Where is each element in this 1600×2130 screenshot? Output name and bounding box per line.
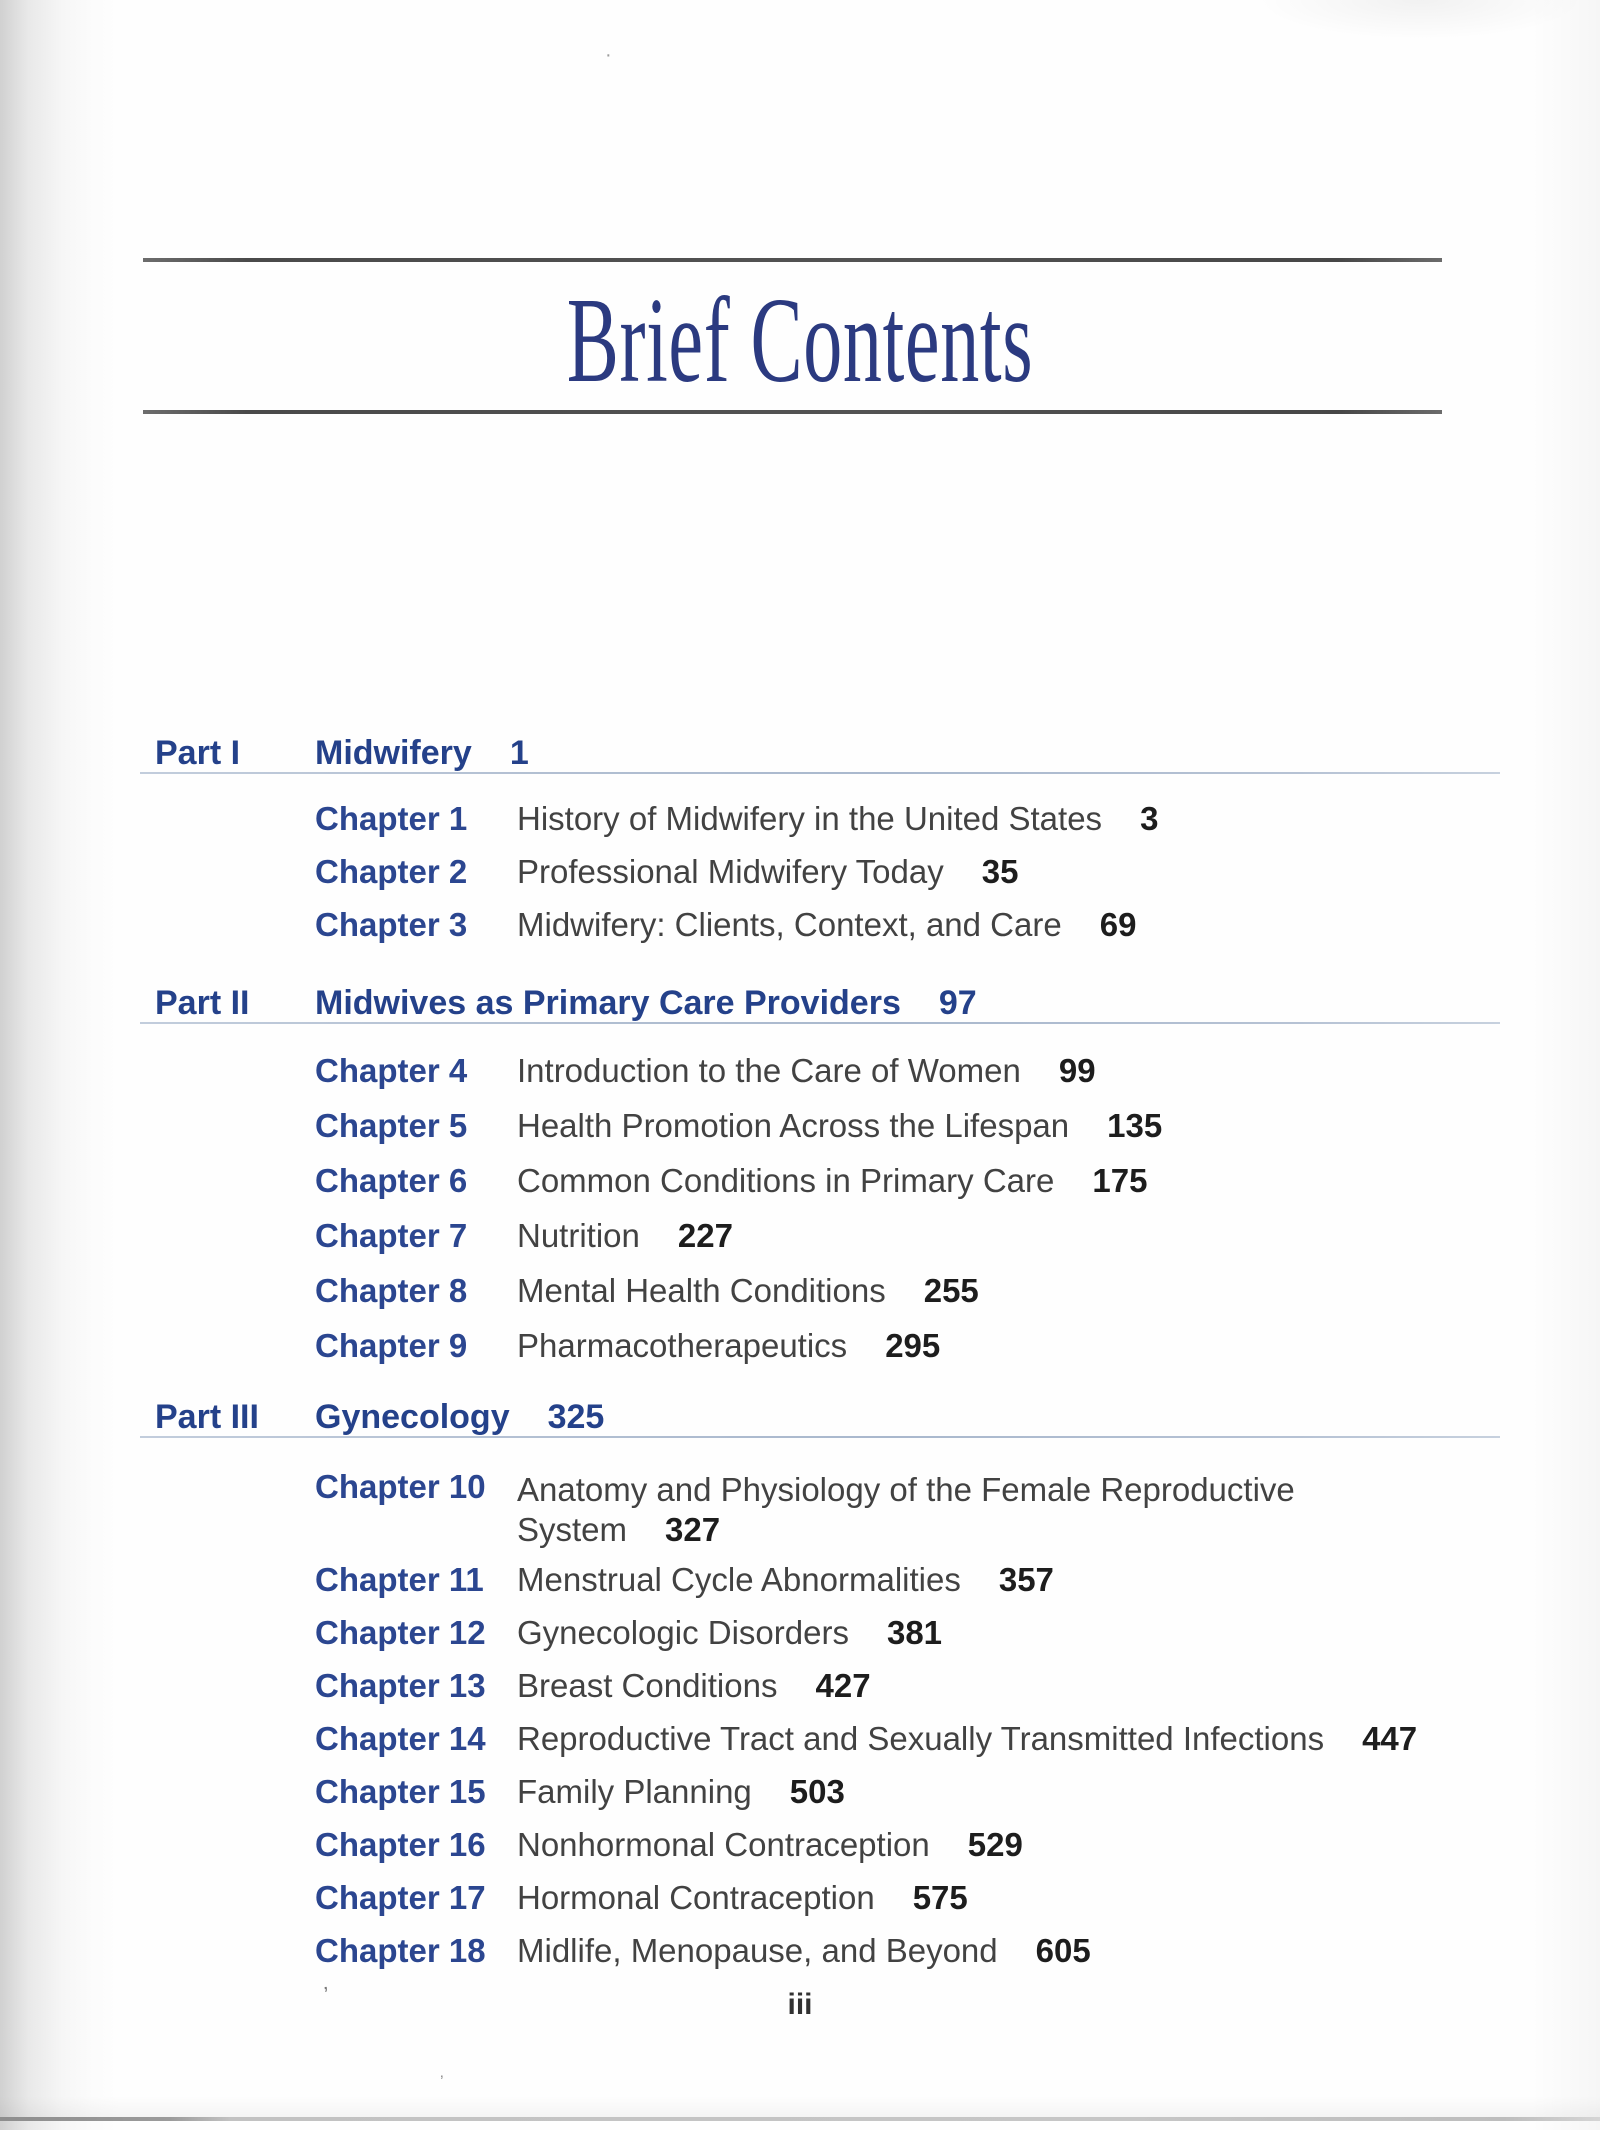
chapter-title: [517, 1563, 1054, 1596]
part-heading: [155, 986, 977, 1020]
chapter-title: [517, 1616, 942, 1649]
chapter-row: [315, 1470, 1417, 1563]
part-title: Gynecology: [315, 1398, 510, 1436]
chapter-page-number: 447: [1362, 1720, 1418, 1757]
chapter-page-number: 175: [1092, 1162, 1148, 1199]
chapter-row: [315, 1616, 1417, 1669]
chapter-title: [517, 1881, 968, 1914]
part-title: Midwives as Primary Care Providers: [315, 984, 901, 1022]
chapter-page-number: 575: [912, 1879, 968, 1916]
chapter-title: [517, 1219, 733, 1252]
part-underline: [140, 1022, 1500, 1024]
scan-artifact: ’: [322, 1981, 331, 2008]
chapter-title-text: History of Midwifery in the United States: [517, 800, 1103, 837]
chapter-label: Chapter 9: [315, 1327, 468, 1364]
chapter-page-number: 357: [998, 1561, 1054, 1598]
chapter-label: Chapter 7: [315, 1217, 468, 1254]
chapter-page-number: 529: [967, 1826, 1023, 1863]
chapter-row: [315, 1722, 1417, 1775]
chapter-list: [315, 1054, 1162, 1384]
chapter-title-text: Nutrition: [517, 1217, 640, 1254]
chapter-title: [517, 1669, 871, 1702]
scan-gutter-shadow: [0, 0, 120, 2130]
chapter-page-number: 427: [815, 1667, 871, 1704]
chapter-title: [517, 1329, 940, 1362]
chapter-title-text: Nonhormonal Contraception: [517, 1826, 930, 1863]
chapter-title-text: Family Planning: [517, 1773, 752, 1810]
chapter-row: [315, 1775, 1417, 1828]
chapter-label: Chapter 8: [315, 1272, 468, 1309]
part-label: Part I: [155, 734, 241, 772]
chapter-label: Chapter 16: [315, 1826, 486, 1863]
chapter-label: Chapter 14: [315, 1720, 486, 1757]
chapter-label: Chapter 15: [315, 1773, 486, 1810]
chapter-row: [315, 1109, 1162, 1164]
chapter-title-text: Common Conditions in Primary Care: [517, 1162, 1055, 1199]
chapter-page-number: 69: [1099, 906, 1137, 943]
folio-page-number: iii: [787, 1988, 813, 2021]
chapter-title-text: Hormonal Contraception: [517, 1879, 875, 1916]
chapter-label: Chapter 12: [315, 1614, 486, 1651]
chapter-title: [517, 802, 1158, 835]
page-title: Brief Contents: [566, 273, 1034, 408]
scan-bottom-fade: [0, 2096, 1600, 2117]
chapter-label: Chapter 11: [315, 1561, 484, 1598]
chapter-row: [315, 1934, 1417, 1987]
chapter-label: Chapter 18: [315, 1932, 486, 1969]
chapter-title: [517, 1164, 1147, 1197]
chapter-page-number: 3: [1140, 800, 1159, 837]
chapter-title: [517, 1828, 1023, 1861]
scan-artifact: ·: [605, 44, 612, 66]
chapter-title: [517, 1722, 1417, 1755]
part-heading: [155, 1400, 604, 1434]
chapter-title-text: Reproductive Tract and Sexually Transmitted Infections: [517, 1720, 1325, 1757]
part-page-number: 325: [547, 1398, 605, 1436]
chapter-page-number: 227: [677, 1217, 733, 1254]
title-rule-top: [143, 258, 1442, 262]
chapter-list: [315, 802, 1158, 961]
chapter-row: [315, 802, 1158, 855]
chapter-title: [517, 1274, 979, 1307]
chapter-title-text: Mental Health Conditions: [517, 1272, 886, 1309]
chapter-title-text: Menstrual Cycle Abnormalities: [517, 1561, 961, 1598]
chapter-row: [315, 908, 1158, 961]
chapter-row: [315, 855, 1158, 908]
chapter-page-number: 99: [1058, 1052, 1096, 1089]
part-page-number: 97: [938, 984, 977, 1022]
part-underline: [140, 772, 1500, 774]
chapter-title-text: Pharmacotherapeutics: [517, 1327, 848, 1364]
chapter-title: [517, 1470, 1295, 1550]
part-page-number: 1: [509, 734, 529, 772]
part-underline: [140, 1436, 1500, 1438]
part-label: Part III: [155, 1398, 259, 1436]
chapter-title-text: Anatomy and Physiology of the Female Reproductive: [517, 1471, 1295, 1508]
part-label: Part II: [155, 984, 250, 1022]
chapter-row: [315, 1274, 1162, 1329]
chapter-title: [517, 855, 1018, 888]
title-rule-bottom: [143, 410, 1442, 414]
chapter-row: [315, 1329, 1162, 1384]
chapter-title: [517, 1934, 1091, 1967]
chapter-page-number: 605: [1035, 1932, 1091, 1969]
scan-smudge: [1255, 0, 1585, 40]
chapter-title: [517, 1054, 1096, 1087]
chapter-title: [517, 1109, 1162, 1142]
scan-artifact: ‚: [440, 2064, 444, 2081]
scan-bottom-edge-line: [0, 2117, 1600, 2121]
chapter-row: [315, 1164, 1162, 1219]
chapter-label: Chapter 3: [315, 906, 468, 943]
chapter-label: Chapter 1: [315, 800, 468, 837]
part-title: Midwifery: [315, 734, 472, 772]
chapter-title: [517, 1775, 845, 1808]
chapter-label: Chapter 13: [315, 1667, 486, 1704]
chapter-page-number: 35: [981, 853, 1019, 890]
chapter-row: [315, 1881, 1417, 1934]
chapter-row: [315, 1219, 1162, 1274]
chapter-title-text: Midlife, Menopause, and Beyond: [517, 1932, 998, 1969]
chapter-page-number: 255: [923, 1272, 979, 1309]
scan-right-shade: [1530, 0, 1600, 2130]
part-heading: [155, 736, 529, 770]
chapter-row: [315, 1563, 1417, 1616]
chapter-label: Chapter 6: [315, 1162, 468, 1199]
chapter-row: [315, 1669, 1417, 1722]
chapter-row: [315, 1828, 1417, 1881]
chapter-label: Chapter 10: [315, 1468, 486, 1505]
chapter-page-number: 503: [789, 1773, 845, 1810]
chapter-title-text: Midwifery: Clients, Context, and Care: [517, 906, 1062, 943]
chapter-label: Chapter 2: [315, 853, 468, 890]
chapter-title-text: Professional Midwifery Today: [517, 853, 944, 890]
chapter-page-number: 327: [665, 1511, 721, 1548]
chapter-label: Chapter 5: [315, 1107, 468, 1144]
chapter-title-text: Breast Conditions: [517, 1667, 778, 1704]
chapter-title-text: Gynecologic Disorders: [517, 1614, 849, 1651]
chapter-page-number: 295: [885, 1327, 941, 1364]
chapter-list: [315, 1470, 1417, 1987]
chapter-title: [517, 908, 1136, 941]
chapter-row: [315, 1054, 1162, 1109]
chapter-title-text: Health Promotion Across the Lifespan: [517, 1107, 1070, 1144]
chapter-title-text: Introduction to the Care of Women: [517, 1052, 1021, 1089]
chapter-page-number: 381: [886, 1614, 943, 1651]
chapter-title-text-line2: System: [517, 1511, 628, 1548]
chapter-label: Chapter 4: [315, 1052, 468, 1089]
chapter-page-number: 135: [1107, 1107, 1163, 1144]
chapter-label: Chapter 17: [315, 1879, 486, 1916]
